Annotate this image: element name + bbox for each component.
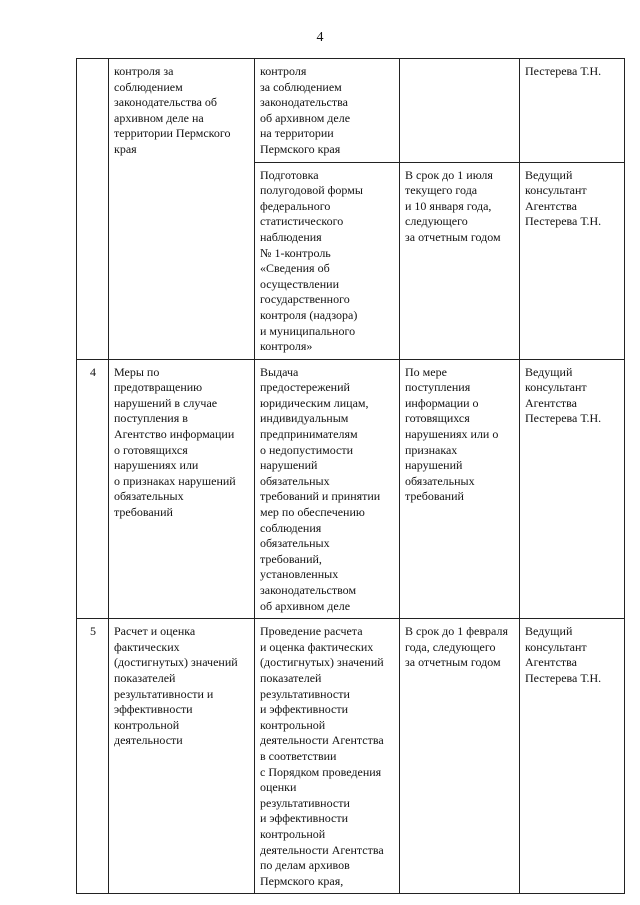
deadline-cell: В срок до 1 июля текущего года и 10 января года, следующего за отчетным годом	[400, 162, 520, 359]
deadline-cell: В срок до 1 февраля года, следующего за отчетным годом	[400, 619, 520, 894]
row-number-cell	[77, 59, 109, 360]
content-cell: Проведение расчета и оценка фактических (достигнутых) значений показателей результативности и эффективности контрольной деятельности Агентства в соответствии с Порядком проведения оценки результативности и эффективности контрольной деятельности Агентства по делам архивов Пермского края,	[255, 619, 400, 894]
deadline-cell	[400, 59, 520, 163]
plan-table	[76, 58, 625, 894]
responsible-cell: Ведущий консультант Агентства Пестерева Т.Н.	[520, 619, 625, 894]
table-row	[77, 619, 625, 894]
measure-cell: Расчет и оценка фактических (достигнутых) значений показателей результативности и эффективности контрольной деятельности	[109, 619, 255, 894]
responsible-cell: Ведущий консультант Агентства Пестерева Т.Н.	[520, 162, 625, 359]
content-cell: контроля за соблюдением законодательства об архивном деле на территории Пермского края	[255, 59, 400, 163]
content-cell: Подготовка полугодовой формы федерального статистического наблюдения № 1-контроль «Сведения об осуществлении государственного контроля (надзора) и муниципального контроля»	[255, 162, 400, 359]
responsible-cell: Ведущий консультант Агентства Пестерева Т.Н.	[520, 359, 625, 619]
row-number-cell: 5	[77, 619, 109, 894]
content-cell: Выдача предостережений юридическим лицам, индивидуальным предпринимателям о недопустимости нарушений обязательных требований и принятии мер по обеспечению соблюдения обязательных требований, установленных законодательством об архивном деле	[255, 359, 400, 619]
table-row	[77, 359, 625, 619]
measure-cell: контроля за соблюдением законодательства об архивном деле на территории Пермского края	[109, 59, 255, 360]
deadline-cell: По мере поступления информации о готовящихся нарушениях или о признаках нарушений обязательных требований	[400, 359, 520, 619]
measure-cell: Меры по предотвращению нарушений в случае поступления в Агентство информации о готовящихся нарушениях или о признаках нарушений обязательных требований	[109, 359, 255, 619]
responsible-cell: Пестерева Т.Н.	[520, 59, 625, 163]
page-number: 4	[316, 30, 324, 45]
table-row	[77, 59, 625, 163]
row-number-cell: 4	[77, 359, 109, 619]
